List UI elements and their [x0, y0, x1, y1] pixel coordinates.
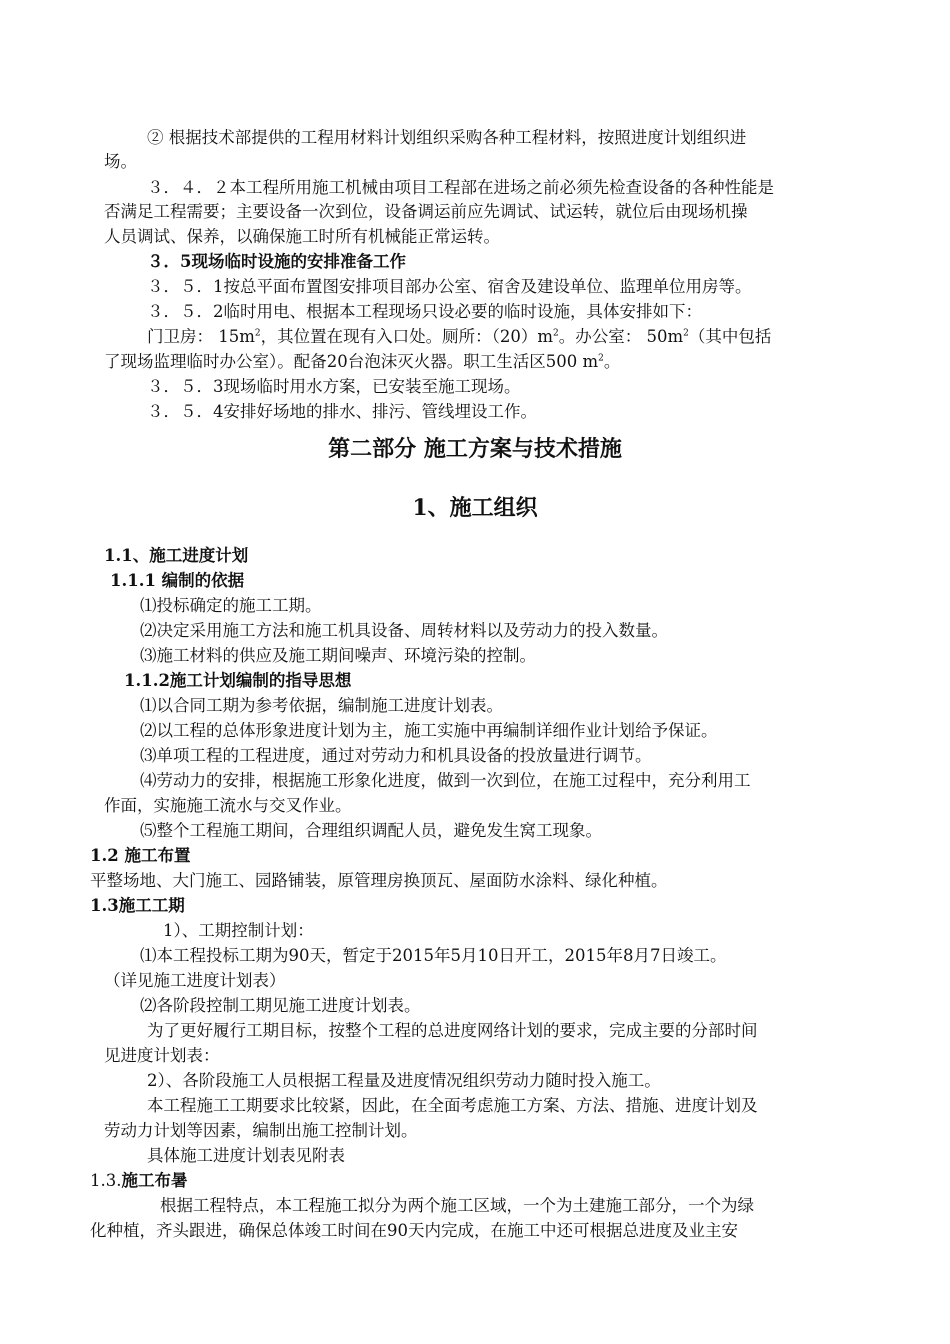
- list-item: ⑴本工程投标工期为90天，暂定于2015年5月10日开工，2015年8月7日竣工。: [140, 946, 727, 965]
- paragraph-line: 门卫房： $15m^2$，其位置在现有入口处。厕所：$(20)m^2$。办公室： $50m^2$（其中包括: [147, 327, 772, 346]
- paragraph-line: 场。: [104, 152, 137, 171]
- subsection-heading: 1.1.1 编制的依据: [110, 571, 245, 590]
- paragraph-line: ３．４．２本工程所用施工机械由项目工程部在进场之前必须先检查设备的各种性能是: [147, 178, 774, 197]
- paragraph-line: ３．５．3现场临时用水方案，已安装至施工现场。: [147, 377, 521, 396]
- paragraph-line: ３．５．4安排好场地的排水、排污、管线埋设工作。: [147, 402, 537, 421]
- list-item: ⑵以工程的总体形象进度计划为主，施工实施中再编制详细作业计划给予保证。: [140, 721, 718, 740]
- list-item: （详见施工进度计划表）: [104, 971, 286, 990]
- paragraph-line: 见进度计划表：: [104, 1046, 220, 1065]
- list-item: 作面，实施施工流水与交叉作业。: [104, 796, 352, 815]
- paragraph-line: ３．５．2临时用电、根据本工程现场只设必要的临时设施，具体安排如下：: [147, 302, 702, 321]
- paragraph-line: ３．５．1按总平面布置图安排项目部办公室、宿舍及建设单位、监理单位用房等。: [147, 277, 752, 296]
- section-heading: 1.1、施工进度计划: [104, 546, 249, 565]
- paragraph-line: 否满足工程需要；主要设备一次到位，设备调运前应先调试、试运转，就位后由现场机操: [104, 202, 748, 221]
- list-item: ⑶施工材料的供应及施工期间噪声、环境污染的控制。: [140, 646, 536, 665]
- paragraph-line: 根据工程特点，本工程施工拟分为两个施工区域，一个为土建施工部分，一个为绿: [160, 1196, 754, 1215]
- paragraph-line: 平整场地、大门施工、园路铺装，原管理房换顶瓦、屋面防水涂料、绿化种植。: [90, 871, 668, 890]
- part-heading: 第二部分 施工方案与技术措施: [328, 436, 622, 462]
- paragraph-line: 了现场监理临时办公室）。配备20台泡沫灭火器。职工生活区500 $m^2$。: [104, 352, 621, 371]
- list-item: ⑵各阶段控制工期见施工进度计划表。: [140, 996, 421, 1015]
- list-item: ⑷劳动力的安排，根据施工形象化进度，做到一次到位，在施工过程中，充分利用工: [140, 771, 751, 790]
- paragraph-line: 为了更好履行工期目标，按整个工程的总进度网络计划的要求，完成主要的分部时间: [147, 1021, 758, 1040]
- paragraph-line: 化种植，齐头跟进，确保总体竣工时间在90天内完成，在施工中还可根据总进度及业主安: [90, 1221, 738, 1240]
- paragraph-line: 2）、各阶段施工人员根据工程量及进度情况组织劳动力随时投入施工。: [147, 1071, 661, 1090]
- paragraph-line: 具体施工进度计划表见附表: [147, 1146, 345, 1165]
- list-item: ⑴以合同工期为参考依据，编制施工进度计划表。: [140, 696, 503, 715]
- section-heading: 1.3.施工布暑: [90, 1171, 188, 1190]
- list-item: ⑴投标确定的施工工期。: [140, 596, 322, 615]
- paragraph-line: 人员调试、保养，以确保施工时所有机械能正常运转。: [104, 227, 500, 246]
- subsection-heading: 1.1.2施工计划编制的指导思想: [124, 671, 352, 690]
- paragraph-line: 本工程施工工期要求比较紧，因此，在全面考虑施工方案、方法、措施、进度计划及: [147, 1096, 758, 1115]
- paragraph-line: 1）、工期控制计划：: [163, 921, 314, 940]
- list-item: ⑸整个工程施工期间，合理组织调配人员，避免发生窝工现象。: [140, 821, 602, 840]
- paragraph-line: ② 根据技术部提供的工程用材料计划组织采购各种工程材料，按照进度计划组织进: [147, 128, 747, 147]
- paragraph-line: 劳动力计划等因素，编制出施工控制计划。: [104, 1121, 418, 1140]
- list-item: ⑶单项工程的工程进度，通过对劳动力和机具设备的投放量进行调节。: [140, 746, 652, 765]
- list-item: ⑵决定采用施工方法和施工机具设备、周转材料以及劳动力的投入数量。: [140, 621, 668, 640]
- section-heading: 1.2 施工布置: [90, 846, 191, 865]
- section-heading: ３．5现场临时设施的安排准备工作: [147, 252, 406, 271]
- chapter-heading: 1、施工组织: [412, 495, 538, 521]
- section-heading: 1.3施工工期: [90, 896, 185, 915]
